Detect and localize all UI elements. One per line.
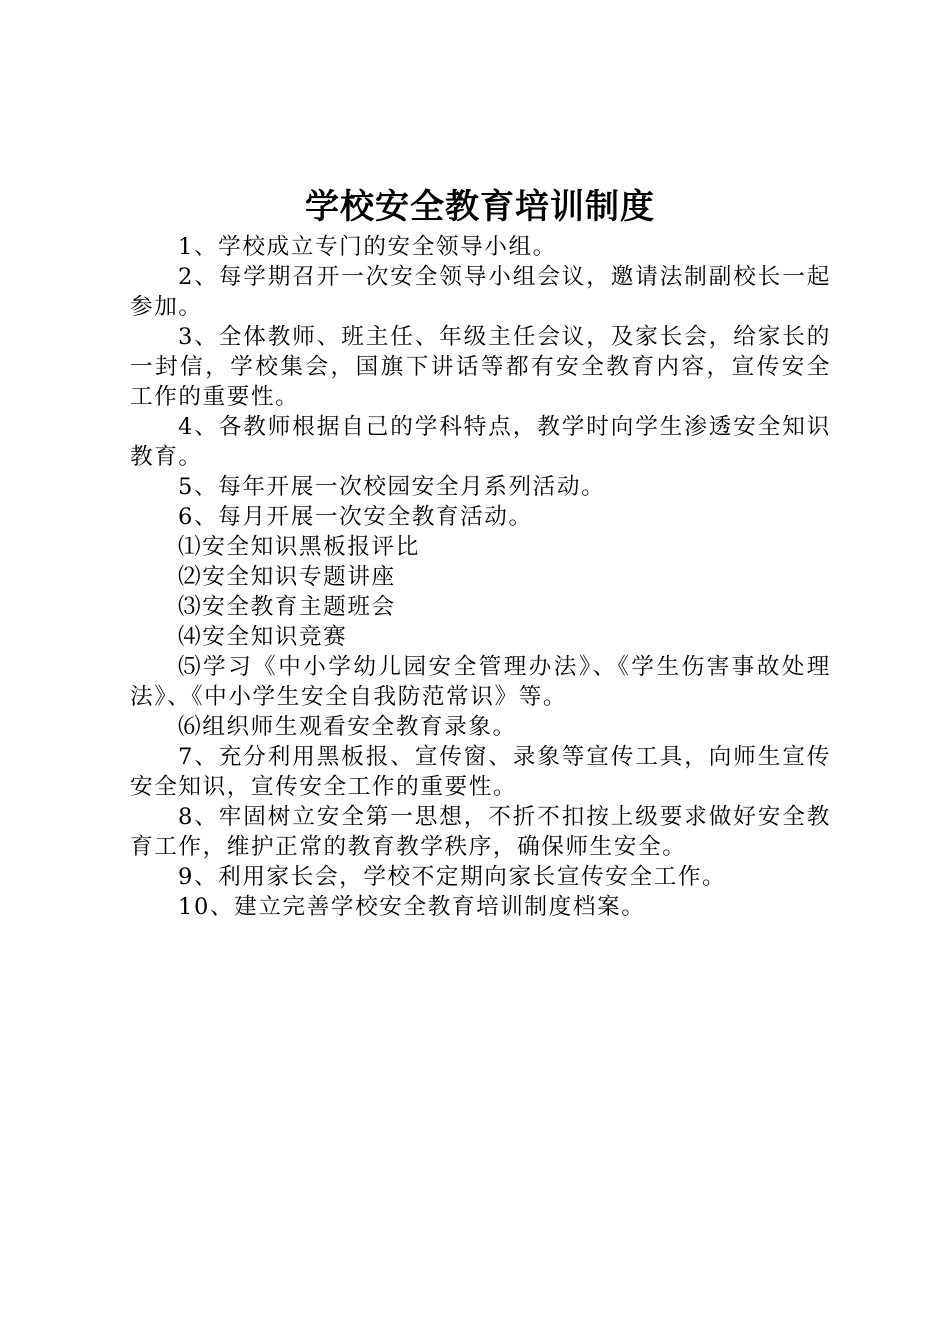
sub-item-1: ⑴安全知识黑板报评比 [178,534,420,560]
document-title: 学校安全教育培训制度 [305,187,655,227]
paragraph-1: 1、学校成立专门的安全领导小组。 [178,234,557,260]
paragraph-4: 4、各教师根据自己的学科特点，教学时向学生渗透安全知识教育。 [130,414,831,470]
sub-item-5: ⑸学习《中小学幼儿园安全管理办法》、《学生伤害事故处理法》、《中小学生安全自我防范常识》等。 [130,654,831,710]
paragraph-7: 7、充分利用黑板报、宣传窗、录象等宣传工具，向师生宣传安全知识，宣传安全工作的重要性。 [130,744,831,800]
sub-item-6: ⑹组织师生观看安全教育录象。 [178,714,517,740]
paragraph-9: 9、利用家长会，学校不定期向家长宣传安全工作。 [178,864,727,890]
paragraph-5: 5、每年开展一次校园安全月系列活动。 [178,474,606,500]
sub-item-3: ⑶安全教育主题班会 [178,594,396,620]
paragraph-3: 3、全体教师、班主任、年级主任会议，及家长会，给家长的一封信，学校集会，国旗下讲话等都有安全教育内容，宣传安全工作的重要性。 [130,324,831,410]
document-body [130,232,831,922]
paragraph-2: 2、每学期召开一次安全领导小组会议，邀请法制副校长一起参加。 [130,264,831,320]
sub-item-2: ⑵安全知识专题讲座 [178,564,396,590]
paragraph-6: 6、每月开展一次安全教育活动。 [178,504,533,530]
paragraph-8: 8、牢固树立安全第一思想，不折不扣按上级要求做好安全教育工作，维护正常的教育教学秩序，确保师生安全。 [130,804,831,860]
sub-item-4: ⑷安全知识竞赛 [178,624,348,650]
paragraph-10: 10、建立完善学校安全教育培训制度档案。 [178,894,646,920]
